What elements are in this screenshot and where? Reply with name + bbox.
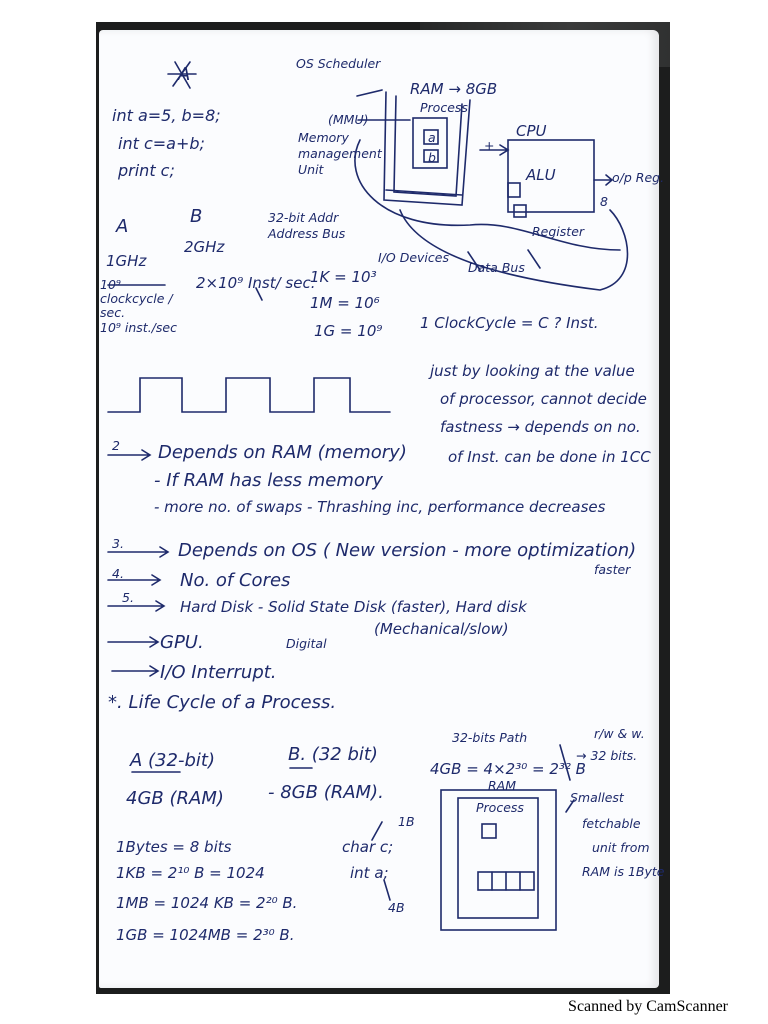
- factor-item: - more no. of swaps - Thrashing inc, performance decreases: [154, 498, 606, 516]
- proc-a-line2: 10⁹ clockcycle / sec.: [100, 277, 173, 320]
- io-devices-label: I/O Devices: [378, 250, 449, 265]
- ram-formula: 4GB = 4×2³⁰ = 2³² B: [430, 760, 586, 778]
- bits-b: B. (32 bit): [288, 744, 378, 765]
- lifecycle-title: *. Life Cycle of a Process.: [108, 692, 337, 713]
- factor-item: faster: [594, 562, 631, 577]
- register-label: Register: [532, 224, 585, 239]
- smallest-note-4: RAM is 1Byte: [582, 864, 665, 879]
- cpu-label: CPU: [516, 122, 547, 140]
- var-b-label: b: [428, 150, 436, 165]
- scanner-watermark: Scanned by CamScanner: [568, 998, 728, 1015]
- section-marker: A: [178, 64, 191, 85]
- unit-g: 1G = 10⁹: [314, 322, 383, 340]
- proc-a-freq: 1GHz: [106, 252, 147, 270]
- ram-label: RAM → 8GB: [410, 80, 498, 98]
- factor-item: Depends on RAM (memory): [158, 442, 407, 463]
- mmu-label: (MMU): [328, 112, 369, 127]
- unit-line-2: 1KB = 2¹⁰ B = 1024: [116, 864, 265, 882]
- code-line-1: int a=5, b=8;: [112, 106, 221, 125]
- proc-a-line3: 10⁹ inst./sec: [100, 320, 177, 335]
- factor-number: 2: [112, 438, 120, 453]
- code-line-2: int c=a+b;: [118, 134, 205, 153]
- unit-k: 1K = 10³: [310, 268, 377, 286]
- factor-item: I/O Interrupt.: [160, 662, 277, 683]
- process-diagram-label: Process: [476, 800, 524, 815]
- factor-item: GPU.: [160, 632, 204, 653]
- os-scheduler-label: OS Scheduler: [296, 56, 381, 71]
- factor-item: Digital: [286, 636, 327, 651]
- rw-label: r/w & w.: [594, 726, 645, 741]
- bits-path: 32-bits Path: [452, 730, 528, 745]
- clockcycle-line: 1 ClockCycle = C ? Inst.: [420, 314, 599, 332]
- var-a-label: a: [428, 130, 436, 145]
- bits-a-ram: 4GB (RAM): [126, 788, 224, 809]
- smallest-note-1: Smallest: [570, 790, 624, 805]
- factor-item: Depends on OS ( New version - more optimization): [178, 540, 637, 561]
- mmu-full-label: Memory management Unit: [298, 130, 382, 177]
- address-bus-label: 32-bit Addr Address Bus: [268, 210, 346, 241]
- data-bus-label: Data Bus: [468, 260, 525, 275]
- factor-item: No. of Cores: [180, 570, 291, 591]
- process-area: [458, 798, 538, 918]
- type-int: int a;: [350, 864, 389, 882]
- clockcycle-note-4: of Inst. can be done in 1CC: [448, 448, 651, 466]
- unit-line-3: 1MB = 1024 KB = 2²⁰ B.: [116, 894, 298, 912]
- bits-a: A (32-bit): [130, 750, 215, 771]
- bits-b-ram: - 8GB (RAM).: [268, 782, 384, 803]
- factor-number: 3.: [112, 536, 124, 551]
- type-1b: 1B: [398, 814, 415, 829]
- factor-item: (Mechanical/slow): [374, 620, 509, 638]
- plus-label: +: [484, 138, 495, 153]
- clockcycle-note-3: fastness → depends on no.: [440, 418, 641, 436]
- unit-line-1: 1Bytes = 8 bits: [116, 838, 232, 856]
- factor-number: 5.: [122, 590, 134, 605]
- unit-line-4: 1GB = 1024MB = 2³⁰ B.: [116, 926, 295, 944]
- clockcycle-note-1: just by looking at the value: [430, 362, 635, 380]
- proc-b-freq: 2GHz: [184, 238, 225, 256]
- factor-item: - If RAM has less memory: [154, 470, 383, 491]
- factor-number: 4.: [112, 566, 124, 581]
- proc-b-line2: 2×10⁹ Inst/ sec.: [196, 274, 316, 292]
- unit-m: 1M = 10⁶: [310, 294, 380, 312]
- proc-a-head: A: [116, 216, 129, 237]
- square-wave: [108, 378, 390, 412]
- factor-item: Hard Disk - Solid State Disk (faster), Hard disk: [180, 598, 527, 616]
- process-label: Process: [420, 100, 468, 115]
- clockcycle-note-2: of processor, cannot decide: [440, 390, 647, 408]
- eight-label: 8: [600, 194, 608, 209]
- alu-label: ALU: [526, 166, 556, 184]
- type-char: char c;: [342, 838, 394, 856]
- type-4b: 4B: [388, 900, 405, 915]
- to-32-bits: → 32 bits.: [576, 748, 638, 763]
- ram-diagram-label: RAM: [488, 778, 517, 793]
- proc-b-head: B: [190, 206, 203, 227]
- op-reg-label: o/p Reg.: [612, 170, 665, 185]
- smallest-note-3: unit from: [592, 840, 650, 855]
- code-line-3: print c;: [118, 161, 175, 180]
- smallest-note-2: fetchable: [582, 816, 641, 831]
